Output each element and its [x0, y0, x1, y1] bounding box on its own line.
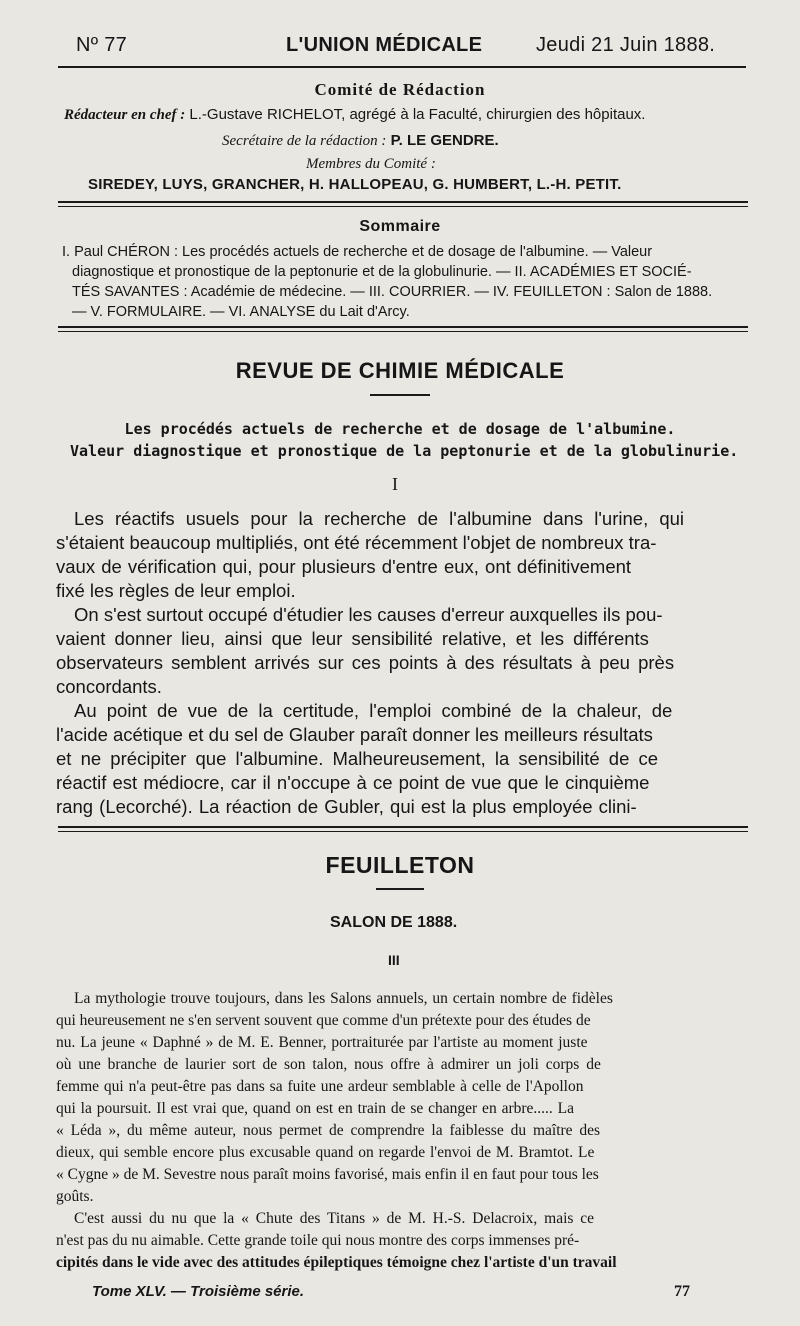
sommaire-rule-2 [58, 331, 748, 332]
body-line: et ne précipiter que l'albumine. Malheureusement, la sensibilité de ce [56, 748, 659, 769]
feuilleton-line: cipités dans le vide avec des attitudes épileptiques témoigne chez l'artiste d'un travail [56, 1254, 617, 1271]
title-underline [370, 394, 430, 396]
membres-list: SIREDEY, LUYS, GRANCHER, H. HALLOPEAU, G. HUMBERT, L.-H. PETIT. [88, 176, 622, 193]
section-number: I [392, 474, 398, 494]
feuilleton-line: La mythologie trouve toujours, dans les Salons annuels, un certain nombre de fidèles [74, 990, 613, 1007]
sommaire-title: Sommaire [359, 218, 441, 235]
feuilleton-line: dieux, qui semble encore plus excusable quand on regarde l'envoi de M. Bramtot. Le [56, 1144, 595, 1161]
feuilleton-line: femme qui n'a peut-être pas dans sa fuite une ardeur semblable à celle de l'Apollon [56, 1078, 584, 1095]
body-line: concordants. [56, 676, 162, 697]
membres-label: Membres du Comité : [306, 156, 436, 172]
sommaire-line: TÉS SAVANTES : Académie de médecine. — III. COURRIER. — IV. FEUILLETON : Salon de 1888. [72, 284, 713, 300]
feuilleton-line: qui la poursuit. Il est vrai que, quand on est en train de se changer en arbre..... La [56, 1100, 574, 1117]
body-line: s'étaient beaucoup multipliés, ont été récemment l'objet de nombreux tra- [56, 532, 657, 553]
header-rule [58, 66, 746, 68]
body-line: fixé les règles de leur emploi. [56, 580, 296, 601]
salon-part: III [388, 952, 400, 968]
article-title: REVUE DE CHIMIE MÉDICALE [235, 358, 565, 383]
body-line: réactif est médiocre, car il n'occupe à ce point de vue que le cinquième [56, 772, 650, 793]
comite-title: Comité de Rédaction [314, 80, 486, 99]
body-line: Les réactifs usuels pour la recherche de l'albumine dans l'urine, qui [74, 508, 685, 529]
body-line: vaient donner lieu, ainsi que leur sensibilité relative, et les différents [56, 628, 649, 649]
article-subtitle: Les procédés actuels de recherche et de dosage de l'albumine. [124, 420, 676, 438]
body-line: On s'est surtout occupé d'étudier les causes d'erreur auxquelles ils pou- [74, 604, 663, 625]
comite-rule [58, 201, 748, 203]
footer-page-number: 77 [674, 1283, 690, 1300]
feuilleton-line: C'est aussi du nu que la « Chute des Titans » de M. H.-S. Delacroix, mais ce [74, 1210, 595, 1227]
comite-rule-2 [58, 206, 748, 207]
salon-title: SALON DE 1888. [330, 914, 458, 931]
secretaire-name: P. LE GENDRE. [390, 132, 499, 149]
body-line: vaux de vérification qui, pour plusieurs d'entre eux, ont définitivement [56, 556, 632, 577]
sommaire-line: — V. FORMULAIRE. — VI. ANALYSE du Lait d'Arcy. [72, 304, 410, 320]
feuilleton-title: FEUILLETON [325, 852, 475, 878]
body-line: Au point de vue de la certitude, l'emploi combiné de la chaleur, de [74, 700, 673, 721]
feuilleton-rule-2 [58, 831, 748, 832]
body-line: observateurs semblent arrivés sur ces points à des résultats à peu près [56, 652, 675, 673]
body-line: l'acide acétique et du sel de Glauber paraît donner les meilleurs résultats [56, 724, 653, 745]
footer-tome: Tome XLV. — Troisième série. [92, 1283, 305, 1300]
body-line: rang (Lecorché). La réaction de Gubler, qui est la plus employée clini- [56, 796, 637, 817]
feuilleton-line: qui heureusement ne s'en servent souvent que comme d'un prétexte pour des études de [56, 1012, 591, 1029]
sommaire-rule [58, 326, 748, 328]
feuilleton-rule [58, 826, 748, 828]
redacteur-line [64, 106, 645, 124]
issue-date: Jeudi 21 Juin 1888. [536, 34, 716, 56]
redacteur-label: Rédacteur en chef : [64, 107, 186, 123]
sommaire-line: I. Paul CHÉRON : Les procédés actuels de recherche et de dosage de l'albumine. — Valeur [62, 244, 653, 260]
feuilleton-line: nu. La jeune « Daphné » de M. E. Benner, portraiturée par l'artiste au moment juste [56, 1034, 588, 1051]
redacteur-text: L.-Gustave RICHELOT, agrégé à la Faculté, chirurgien des hôpitaux. [189, 106, 646, 123]
feuilleton-line: « Cygne » de M. Sevestre nous paraît moins favorisé, mais enfin il en faut pour tous les [56, 1166, 599, 1183]
feuilleton-line: où une branche de laurier sort de son talon, nous offre à admirer un joli corps de [56, 1056, 601, 1073]
issue-number: Nº 77 [76, 34, 128, 56]
secretaire-line [222, 132, 499, 150]
journal-title: L'UNION MÉDICALE [286, 34, 483, 56]
feuilleton-line: « Léda », du même auteur, nous permet de comprendre la faiblesse du maître des [56, 1122, 601, 1139]
article-subtitle: Valeur diagnostique et pronostique de la peptonurie et de la globulinurie. [70, 442, 739, 460]
sommaire-line: diagnostique et pronostique de la peptonurie et de la globulinurie. — II. ACADÉMIES ET SOCIÉ- [72, 264, 692, 280]
feuilleton-line: goûts. [56, 1188, 94, 1205]
secretaire-label: Secrétaire de la rédaction : [222, 133, 387, 149]
feuilleton-underline [376, 888, 424, 890]
feuilleton-line: n'est pas du nu aimable. Cette grande toile qui nous montre des corps immenses pré- [56, 1232, 580, 1249]
